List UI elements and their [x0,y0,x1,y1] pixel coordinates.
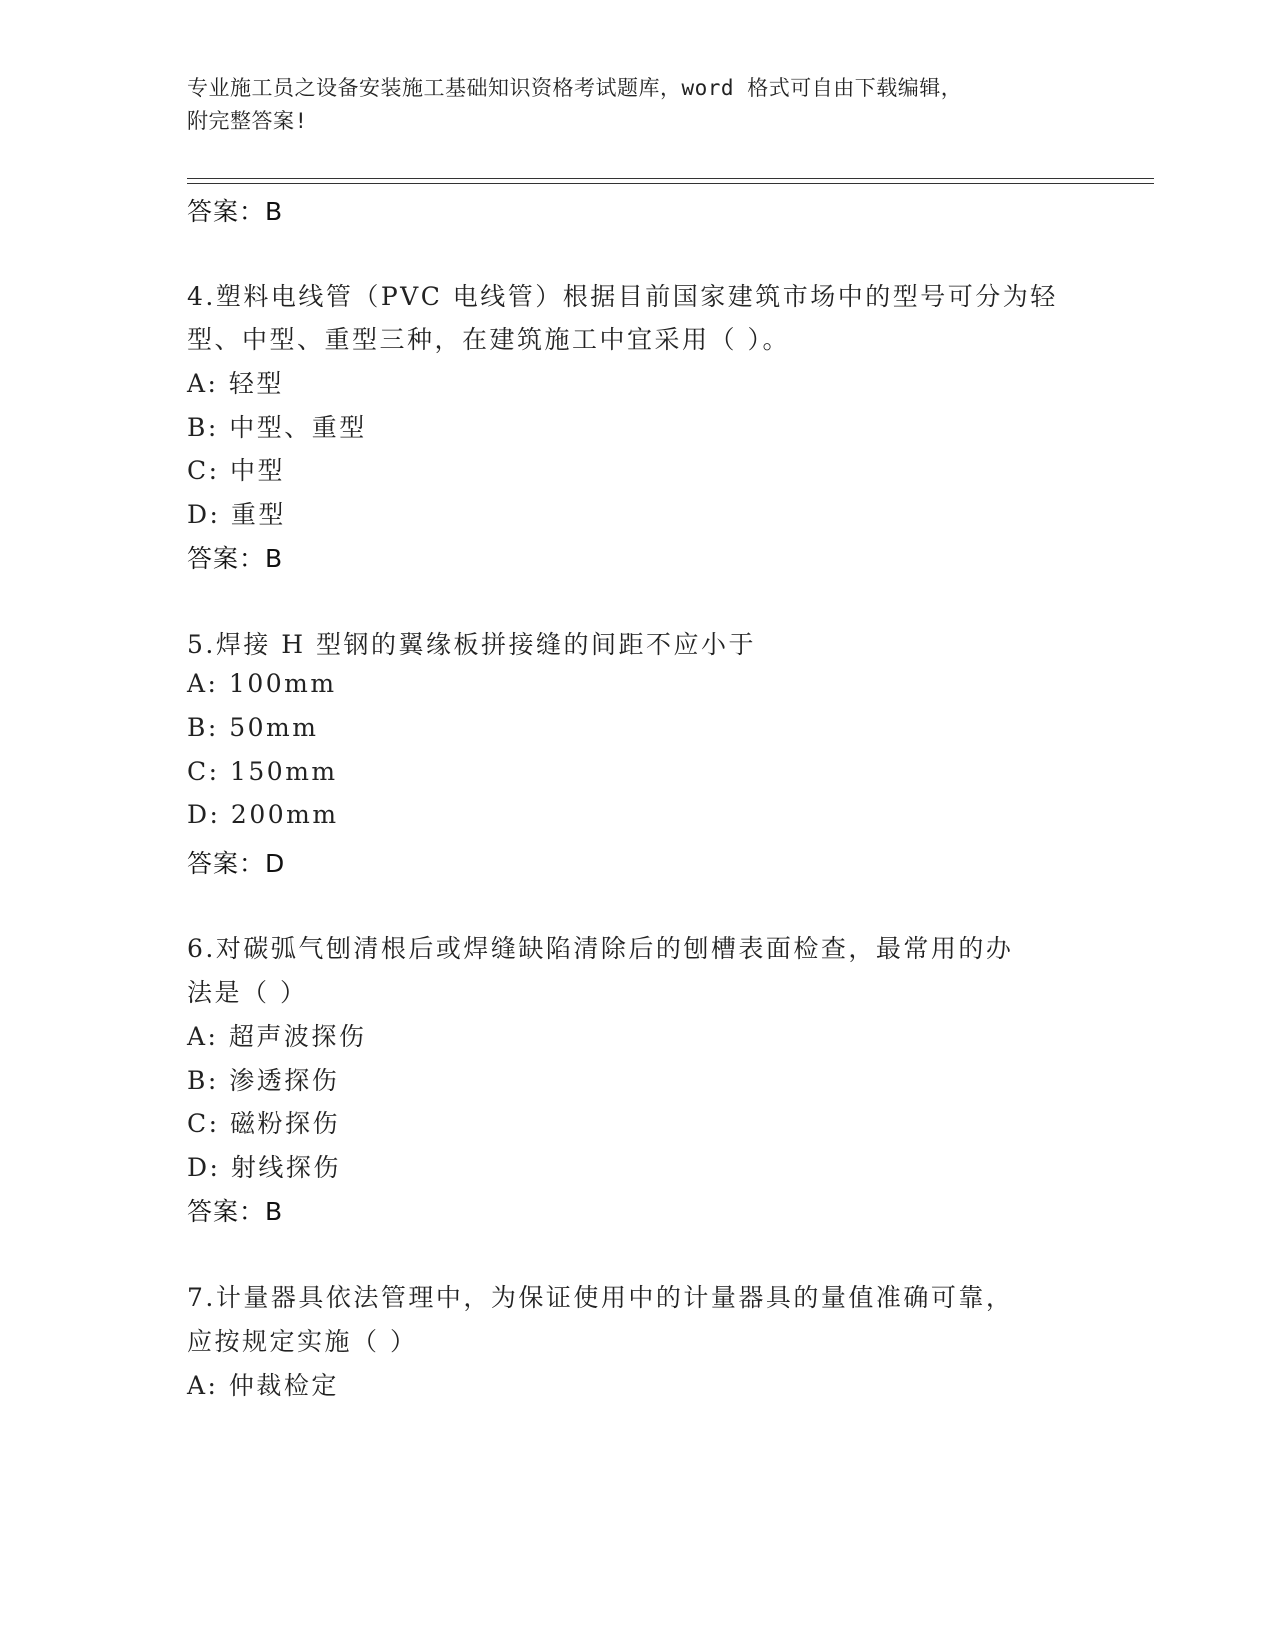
header-line-1: 专业施工员之设备安装施工基础知识资格考试题库，word 格式可自由下载编辑， [187,76,963,100]
question-6-option-a: A: 超声波探伤 [187,1022,367,1051]
question-4-stem-line-2: 型、中型、重型三种，在建筑施工中宜采用（ ）。 [187,325,790,354]
question-4-option-b: B: 中型、重型 [187,413,367,442]
question-5-option-d: D: 200mm [187,800,339,829]
header-divider-bottom [187,183,1154,184]
question-6-option-c: C: 磁粉探伤 [187,1109,340,1138]
question-5-option-b: B: 50mm [187,713,319,742]
header-line-2: 附完整答案! [187,109,308,133]
question-4-option-c: C: 中型 [187,456,285,485]
question-5-option-c: C: 150mm [187,757,338,786]
header-divider-top [187,178,1154,179]
question-4-answer: 答案：B [187,544,284,573]
question-6-stem-line-2: 法是（ ） [187,978,308,1007]
question-7-stem-line-2: 应按规定实施（ ） [187,1327,418,1356]
question-5-stem-line-1: 5.焊接 H 型钢的翼缘板拼接缝的间距不应小于 [187,630,757,659]
question-6-answer: 答案：B [187,1197,284,1226]
question-5-answer: 答案：D [187,849,286,878]
previous-answer: 答案：B [187,197,284,226]
question-7-option-a: A: 仲裁检定 [187,1371,339,1400]
question-6-option-b: B: 渗透探伤 [187,1066,340,1095]
question-6-option-d: D: 射线探伤 [187,1153,341,1182]
question-4-stem-line-1: 4.塑料电线管（PVC 电线管）根据目前国家建筑市场中的型号可分为轻 [187,282,1058,311]
question-4-option-a: A: 轻型 [187,369,284,398]
document-header [187,72,1067,138]
question-5-option-a: A: 100mm [187,669,337,698]
question-6-stem-line-1: 6.对碳弧气刨清根后或焊缝缺陷清除后的刨槽表面检查，最常用的办 [187,934,1014,963]
question-7-stem-line-1: 7.计量器具依法管理中，为保证使用中的计量器具的量值准确可靠， [187,1283,1014,1312]
question-4-option-d: D: 重型 [187,500,286,529]
